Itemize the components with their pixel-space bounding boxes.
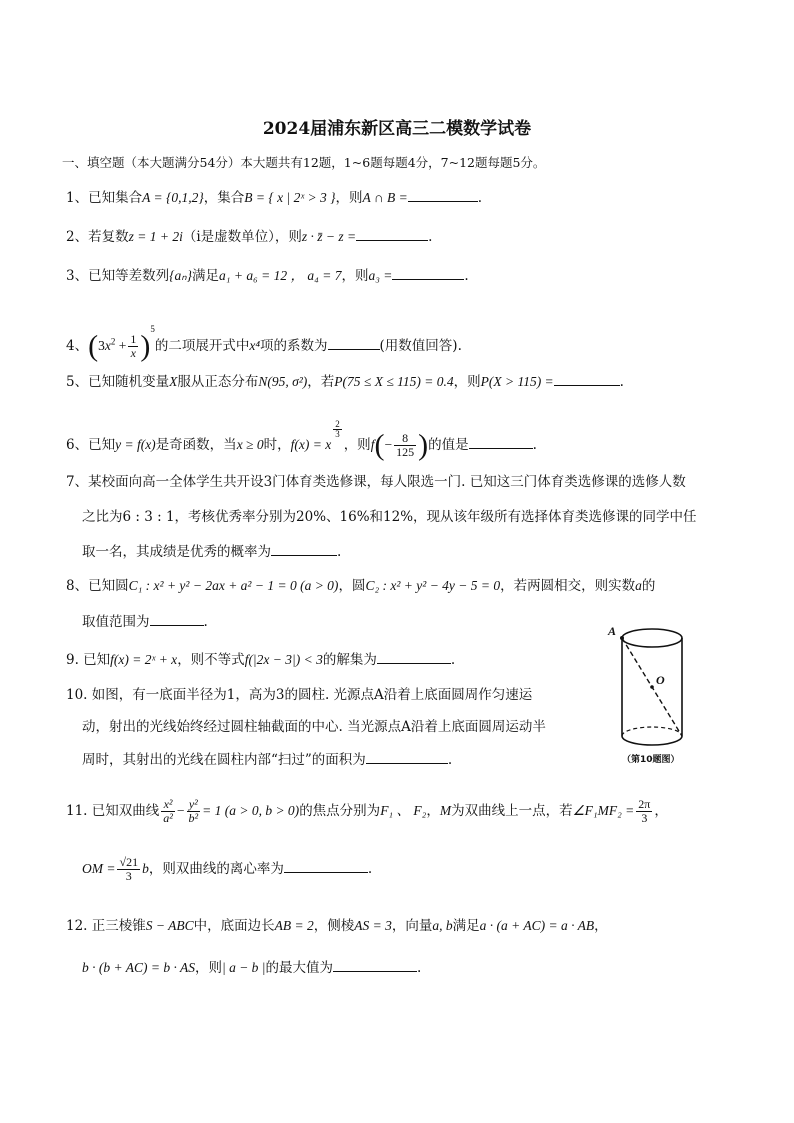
- q11-text-3: ，: [426, 803, 440, 819]
- q6-text-2: 是奇函数，当: [155, 437, 237, 453]
- answer-blank[interactable]: [469, 434, 533, 449]
- q2-text: 2、若复数: [66, 229, 129, 245]
- q4-end: (用数值回答).: [379, 338, 462, 354]
- q6-minus: −: [384, 437, 393, 452]
- cylinder-figure: [606, 618, 706, 768]
- q3-seq: {aₙ}: [169, 268, 193, 283]
- q8-end: .: [203, 614, 208, 630]
- q12-text-7: ，则: [194, 960, 222, 976]
- answer-blank[interactable]: [408, 187, 478, 202]
- q11-r-num: √21: [119, 855, 139, 869]
- answer-blank[interactable]: [328, 335, 380, 350]
- q6-left-paren: (: [374, 428, 385, 462]
- q11-om: OM =: [82, 861, 116, 876]
- q9-text: 9. 已知: [66, 652, 111, 668]
- q5-expr: P(X > 115) =: [480, 374, 554, 389]
- q1-set-a: A = {0,1,2}: [142, 190, 204, 205]
- q6-text: 6、已知: [66, 437, 116, 453]
- point-o-marker: [650, 685, 654, 689]
- q3-cond: a₁ + a₆ = 12 ， a₄ = 7: [219, 268, 342, 283]
- q4-fraction: [128, 333, 138, 360]
- q1-set-b: B = { x | 2ˣ > 3 }: [244, 190, 336, 205]
- q6-right-paren: ): [418, 428, 429, 462]
- q11-point: M: [439, 803, 452, 818]
- q8-circle-1: C₁ : x² + y² − 2ax + a² − 1 = 0 (a > 0): [128, 578, 339, 593]
- q11-x2: x²: [161, 798, 175, 812]
- q1-expr: A ∩ B =: [362, 190, 408, 205]
- q1-text: 1、已知集合: [66, 190, 143, 206]
- answer-blank[interactable]: [271, 541, 337, 556]
- q8-text: 8、已知圆: [66, 578, 129, 594]
- q4-exponent: 5: [150, 324, 155, 334]
- question-11-line-2: [82, 852, 372, 886]
- q12-text-8: 的最大值为: [265, 960, 334, 976]
- q2-expr-2: z · z̄ − z =: [301, 229, 357, 244]
- q10-text: 周时，其射出的光线在圆柱内部“扫过”的面积为: [82, 752, 366, 768]
- q6-text-3: 时，: [263, 437, 291, 453]
- q6-f: f: [370, 437, 375, 452]
- q2-expr: z = 1 + 2i: [128, 229, 183, 244]
- q5-text: 5、已知随机变量: [66, 374, 170, 390]
- answer-blank[interactable]: [284, 858, 368, 873]
- q6-arg-den: 125: [396, 445, 415, 459]
- q6-exponent: [333, 420, 342, 439]
- q11-a2: a²: [163, 811, 173, 825]
- q11-eq-tail: = 1 (a > 0, b > 0): [202, 803, 300, 818]
- question-8-line-2: [82, 610, 208, 634]
- q2-text-2: （i是虚数单位），则: [182, 229, 302, 245]
- q11-text: 11. 已知双曲线: [66, 803, 160, 819]
- question-3: [66, 264, 746, 288]
- q5-text-3: ，若: [307, 374, 335, 390]
- q4-text: 4、: [66, 338, 89, 354]
- q12-text-2: 中，底面边长: [193, 918, 275, 934]
- point-o-label: O: [656, 673, 665, 687]
- q11-pi-num: 2π: [638, 797, 651, 811]
- q2-end: .: [428, 229, 433, 245]
- q11-y2: y²: [187, 798, 201, 812]
- answer-blank[interactable]: [333, 957, 417, 972]
- q4-right-paren: ): [140, 329, 151, 363]
- question-8-line-1: [66, 574, 746, 598]
- q6-fn: y = f(x): [115, 437, 156, 452]
- question-12-line-1: [66, 914, 746, 938]
- q9-text-3: 的解集为: [322, 652, 377, 668]
- q12-text-5: 满足: [452, 918, 480, 934]
- q6-end: .: [532, 437, 537, 453]
- answer-blank[interactable]: [554, 371, 620, 386]
- q3-text: 3、已知等差数列: [66, 268, 170, 284]
- question-7-line-1: 7、某校面向高一全体学生共开设3门体育类选修课，每人限选一门. 已知这三门体育类选修课的选修人数: [66, 474, 686, 490]
- q8-text-2: ，圆: [338, 578, 366, 594]
- page-title: 2024届浦东新区高三二模数学试卷: [262, 119, 532, 139]
- q5-cond: P(75 ≤ X ≤ 115) = 0.4: [334, 374, 454, 389]
- cylinder-top-ellipse: [622, 629, 682, 647]
- q11-text-5: ，: [654, 803, 668, 819]
- q7-end: .: [337, 544, 342, 560]
- question-7-line-3: [82, 540, 341, 564]
- q6-cond: x ≥ 0: [236, 437, 264, 452]
- q3-text-3: ，则: [341, 268, 369, 284]
- q1-text-2: ，集合: [203, 190, 245, 206]
- q8-text-4: 的: [641, 578, 656, 594]
- question-2: [66, 225, 746, 249]
- answer-blank[interactable]: [366, 749, 448, 764]
- q11-pi-den: 3: [641, 811, 648, 825]
- q12-text-4: ，向量: [391, 918, 433, 934]
- q4-base: $3x^2$ +: [98, 336, 127, 353]
- q8-text-3: ，若两圆相交，则实数: [500, 578, 636, 594]
- q10-end: .: [447, 752, 453, 768]
- cylinder-bottom-back: [622, 727, 682, 736]
- q4-num: 1: [130, 332, 137, 346]
- q9-text-2: ，则不等式: [177, 652, 245, 668]
- q5-dist: N(95, σ²): [258, 374, 308, 389]
- q5-text-2: 服从正态分布: [177, 374, 259, 390]
- q11-minus: −: [176, 803, 185, 818]
- point-a-marker: [620, 636, 624, 640]
- q11-text-6: ，则双曲线的离心率为: [148, 861, 284, 877]
- figure-caption: （第10题图）: [622, 755, 680, 765]
- q12-ab: AB = 2: [274, 918, 314, 933]
- answer-blank[interactable]: [377, 649, 451, 664]
- question-6: [66, 420, 746, 462]
- q11-end: .: [367, 861, 373, 877]
- q11-frac-y: [187, 798, 201, 825]
- q11-b2: b²: [188, 811, 199, 825]
- q4-term: x⁴: [249, 338, 261, 353]
- q6-text-5: 的值是: [428, 437, 469, 453]
- q12-solid: S − ABC: [145, 918, 194, 933]
- question-10-line-2: 动，射出的光线始终经过圆柱轴截面的中心. 当光源点A沿着上底面圆周运动半: [82, 719, 546, 735]
- q9-fn: f(x) = 2ˣ + x: [110, 652, 178, 667]
- question-7-line-2: 之比为6 : 3 : 1，考核优秀率分别为20%、16%和12%，现从该年级所有选择体育类选修课的同学中任: [82, 509, 697, 525]
- q11-frac-pi: [636, 798, 652, 825]
- q9-end: .: [450, 652, 456, 668]
- q11-foci: F₁ 、 F₂: [380, 803, 427, 818]
- q4-den: x: [130, 346, 136, 360]
- q6-def: f(x) = x: [290, 437, 332, 452]
- point-a-label: A: [608, 624, 617, 638]
- q12-text-6: ，: [594, 918, 608, 934]
- q5-text-4: ，则: [453, 374, 481, 390]
- q8-text-5: 取值范围为: [82, 614, 150, 630]
- answer-blank[interactable]: [392, 265, 464, 280]
- q1-end: .: [477, 190, 483, 206]
- q11-text-4: 为双曲线上一点，若: [451, 803, 573, 819]
- q3-end: .: [464, 268, 469, 284]
- question-10-line-3: [82, 748, 452, 772]
- question-11-line-1: [66, 794, 746, 828]
- q11-text-2: 的焦点分别为: [299, 803, 381, 819]
- q4-text-2: 的二项展开式中: [154, 338, 250, 354]
- q9-ineq: f(|2x − 3|) < 3: [244, 652, 323, 667]
- question-5: [66, 370, 746, 394]
- q3-text-2: 满足: [192, 268, 220, 284]
- question-4: [66, 312, 746, 363]
- q6-exp-num: 2: [335, 419, 340, 429]
- q8-var: a: [635, 578, 642, 593]
- q12-expr: | a − b |: [221, 960, 266, 975]
- answer-blank[interactable]: [356, 226, 428, 241]
- q6-exp-den: 3: [335, 429, 340, 439]
- q7-text: 取一名，其成绩是优秀的概率为: [82, 544, 271, 560]
- q8-circle-2: C₂ : x² + y² − 4y − 5 = 0: [365, 578, 501, 593]
- section-header: 一、填空题（本大题满分54分）本大题共有12题，1~6题每题4分，7~12题每题5分。: [62, 155, 546, 170]
- q1-text-3: ，则: [335, 190, 363, 206]
- question-1: [66, 186, 746, 210]
- q5-var: X: [169, 374, 178, 389]
- q12-vecs: a, b: [432, 918, 453, 933]
- cylinder-bottom-front: [622, 736, 682, 745]
- question-12-line-2: [82, 956, 421, 980]
- q12-text-3: ，侧棱: [313, 918, 355, 934]
- q4-text-3: 项的系数为: [260, 338, 328, 354]
- q11-b: b: [142, 861, 149, 876]
- q6-text-4: ，则: [343, 437, 371, 453]
- answer-blank[interactable]: [150, 611, 204, 626]
- q11-frac-x: [161, 798, 175, 825]
- q12-end: .: [417, 960, 422, 976]
- q12-text: 12. 正三棱锥: [66, 918, 146, 934]
- question-10-line-1: 10. 如图，有一底面半径为1，高为3的圆柱. 光源点A沿着上底面圆周作匀速运: [66, 687, 533, 703]
- q6-arg-num: 8: [394, 432, 416, 446]
- q4-left-paren: (: [88, 329, 99, 363]
- q3-expr: a₃ =: [368, 268, 393, 283]
- q11-frac-r: [117, 856, 140, 883]
- q12-as: AS = 3: [354, 918, 392, 933]
- q5-end: .: [619, 374, 624, 390]
- q11-r-den: 3: [125, 869, 132, 883]
- q11-angle: ∠F₁MF₂ =: [572, 803, 635, 818]
- q12-cond-2: b · (b + AC) = b · AS: [82, 960, 195, 975]
- q12-cond-1: a · (a + AC) = a · AB: [479, 918, 595, 933]
- q6-fraction: [394, 432, 416, 459]
